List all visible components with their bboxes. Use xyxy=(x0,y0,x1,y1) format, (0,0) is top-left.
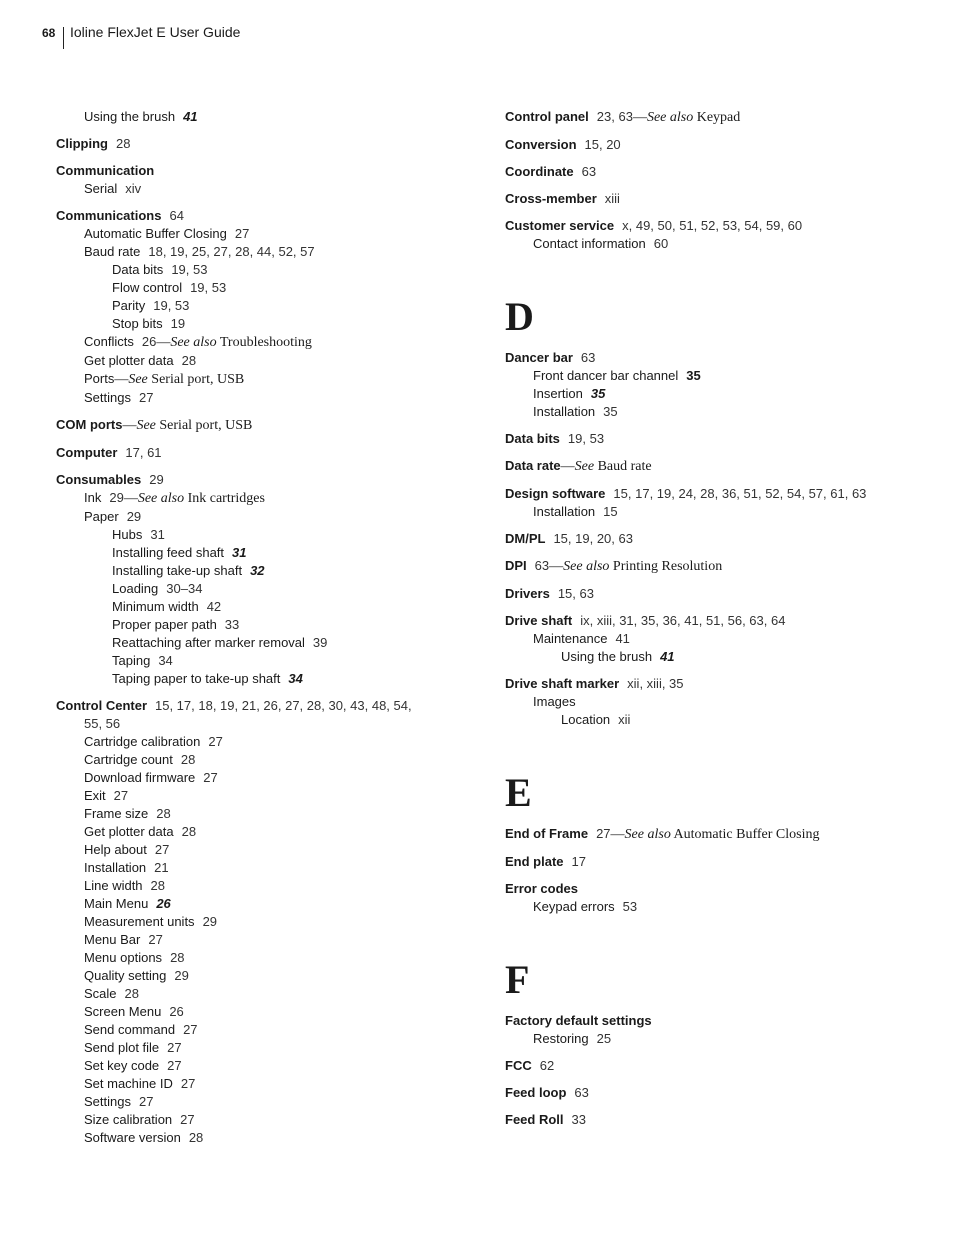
index-term: Set machine ID xyxy=(84,1076,173,1091)
index-subentry xyxy=(56,1075,436,1093)
index-entry xyxy=(505,485,925,503)
index-term: Coordinate xyxy=(505,164,574,179)
page-reference: 27 xyxy=(180,1076,196,1091)
index-term: Help about xyxy=(84,842,147,857)
index-entry xyxy=(56,471,436,489)
index-subentry xyxy=(56,1039,436,1057)
page-reference: 29 xyxy=(174,968,189,983)
index-entry xyxy=(56,444,436,462)
section-letter: E xyxy=(505,770,532,815)
page-reference: 62 xyxy=(539,1058,555,1073)
page-reference: 35 xyxy=(686,368,701,383)
page-reference: 29 xyxy=(202,914,218,929)
index-term: Line width xyxy=(84,878,143,893)
index-entry xyxy=(505,136,925,154)
page-reference: 28 xyxy=(156,806,171,821)
page-reference: 27 xyxy=(180,1112,195,1127)
index-term: Installation xyxy=(533,504,596,519)
index-entry xyxy=(505,825,925,844)
page-reference: 28 xyxy=(116,136,131,151)
index-term: Minimum width xyxy=(112,599,199,614)
index-entry xyxy=(505,675,925,693)
index-term: Flow control xyxy=(112,280,183,295)
index-term: Taping xyxy=(112,653,151,668)
index-subentry xyxy=(56,787,436,805)
index-subentry xyxy=(56,616,436,634)
index-subentry xyxy=(505,367,925,385)
index-term: Ports xyxy=(84,371,115,386)
index-subentry xyxy=(56,243,436,261)
index-term: DM/PL xyxy=(505,531,546,546)
page-reference: 32 xyxy=(250,563,265,578)
page-reference: 31 xyxy=(232,545,247,560)
index-subentry xyxy=(505,648,925,666)
see-target: Ink cartridges xyxy=(187,491,265,506)
index-term: Contact information xyxy=(533,236,646,251)
page-reference: x, 49, 50, 51, 52, 53, 54, 59, 60 xyxy=(622,218,803,233)
page-reference: 64 xyxy=(169,208,184,223)
index-subentry xyxy=(56,823,436,841)
page-reference: 19, 53 xyxy=(190,280,227,295)
index-subentry xyxy=(505,503,925,521)
page-reference: 21 xyxy=(154,860,169,875)
index-subentry xyxy=(56,225,436,243)
index-column-left xyxy=(56,108,436,1147)
see-label: See also xyxy=(137,491,185,506)
page-reference: 28 xyxy=(170,950,185,965)
page-reference: xiv xyxy=(125,181,142,196)
index-entry xyxy=(505,853,925,871)
index-term: Control panel xyxy=(505,109,589,124)
index-term: Send command xyxy=(84,1022,176,1037)
index-term: Conversion xyxy=(505,137,577,152)
index-subentry xyxy=(56,805,436,823)
index-subentry xyxy=(56,769,436,787)
index-term: Loading xyxy=(112,581,159,596)
page-reference: xiii xyxy=(604,191,620,206)
index-entry xyxy=(505,880,925,898)
index-term: Send plot file xyxy=(84,1040,160,1055)
page-reference: 30–34 xyxy=(166,581,203,596)
index-subentry xyxy=(56,715,436,733)
index-subentry xyxy=(56,634,436,652)
index-subentry xyxy=(56,859,436,877)
page-reference: 27 xyxy=(138,390,154,405)
index-subentry xyxy=(56,279,436,297)
index-term: Scale xyxy=(84,986,117,1001)
page-reference: 26 xyxy=(156,896,171,911)
page-reference: 63 xyxy=(534,558,550,573)
index-subentry xyxy=(56,895,436,913)
index-term: Restoring xyxy=(533,1031,589,1046)
page-reference: 34 xyxy=(158,653,173,668)
index-subentry xyxy=(56,1111,436,1129)
page-reference: xii, xiii, 35 xyxy=(627,676,684,691)
page-reference: 27 xyxy=(167,1058,182,1073)
page-reference: 63 xyxy=(574,1085,589,1100)
index-term: Installing feed shaft xyxy=(112,545,225,560)
see-reference: —See Serial port, USB xyxy=(114,372,245,387)
index-term: Cartridge calibration xyxy=(84,734,201,749)
see-reference: —See also Printing Resolution xyxy=(549,559,723,574)
see-reference: —See also Keypad xyxy=(632,110,741,125)
index-term: Screen Menu xyxy=(84,1004,162,1019)
index-entry xyxy=(56,697,436,715)
index-subentry xyxy=(56,370,436,389)
index-subentry xyxy=(505,403,925,421)
page-reference: 53 xyxy=(622,899,638,914)
index-entry xyxy=(505,430,925,448)
page-reference: 63 xyxy=(581,164,597,179)
see-target: Serial port, USB xyxy=(151,372,245,387)
index-subentry xyxy=(56,967,436,985)
page-reference: 63 xyxy=(580,350,596,365)
index-entry xyxy=(505,349,925,367)
index-subentry xyxy=(505,898,925,916)
index-term: Hubs xyxy=(112,527,143,542)
index-term: Reattaching after marker removal xyxy=(112,635,305,650)
index-term: Baud rate xyxy=(84,244,141,259)
page-reference: 27 xyxy=(596,826,611,841)
index-subentry xyxy=(505,235,925,253)
index-term: Ink xyxy=(84,490,102,505)
page-reference: 39 xyxy=(312,635,328,650)
index-entry xyxy=(505,457,925,476)
index-subentry xyxy=(56,733,436,751)
page-reference: 35 xyxy=(603,404,618,419)
index-term: Communications xyxy=(56,208,162,223)
index-term: Insertion xyxy=(533,386,583,401)
page-number: 68 xyxy=(42,26,56,40)
index-entry xyxy=(505,217,925,235)
index-subentry xyxy=(56,315,436,333)
index-subentry xyxy=(56,598,436,616)
index-term: Proper paper path xyxy=(112,617,217,632)
index-term: Data bits xyxy=(505,431,560,446)
index-term: Automatic Buffer Closing xyxy=(84,226,227,241)
see-label: See also xyxy=(563,559,610,574)
page-reference: 28 xyxy=(150,878,166,893)
page-reference: 27 xyxy=(113,788,129,803)
page-reference: 19, 53 xyxy=(153,298,190,313)
page-reference: 18, 19, 25, 27, 28, 44, 52, 57 xyxy=(148,244,315,259)
see-reference: —See Serial port, USB xyxy=(122,418,253,433)
page-reference: 33 xyxy=(571,1112,586,1127)
index-term: Cross-member xyxy=(505,191,597,206)
index-subentry xyxy=(56,931,436,949)
index-entry xyxy=(56,416,436,435)
page-reference: 17, 61 xyxy=(125,445,162,460)
page-reference: 28 xyxy=(181,824,197,839)
index-subentry xyxy=(56,389,436,407)
index-term: Location xyxy=(561,712,611,727)
page-reference: 17 xyxy=(571,854,586,869)
index-term: Installation xyxy=(533,404,596,419)
section-letter: F xyxy=(505,957,530,1002)
index-term: Quality setting xyxy=(84,968,167,983)
index-term: Feed loop xyxy=(505,1085,567,1100)
page-reference: 35 xyxy=(590,386,606,401)
index-subentry xyxy=(56,261,436,279)
index-subentry xyxy=(56,508,436,526)
page-reference: 19, 53 xyxy=(171,262,208,277)
index-term: Frame size xyxy=(84,806,149,821)
page-reference: 27 xyxy=(148,932,163,947)
index-term: Dancer bar xyxy=(505,350,573,365)
see-label: See xyxy=(136,418,156,433)
index-term: Drive shaft marker xyxy=(505,676,620,691)
index-entry xyxy=(505,190,925,208)
index-term: Get plotter data xyxy=(84,353,174,368)
page-reference: 27 xyxy=(234,226,250,241)
index-term: Set key code xyxy=(84,1058,160,1073)
index-term: Images xyxy=(533,694,576,709)
index-term: Download firmware xyxy=(84,770,196,785)
page-reference: 27 xyxy=(154,842,170,857)
page-reference: 41 xyxy=(183,109,198,124)
page-reference: 60 xyxy=(653,236,669,251)
index-entry xyxy=(505,108,925,127)
index-entry xyxy=(505,1111,925,1129)
index-subentry xyxy=(56,751,436,769)
index-entry xyxy=(56,207,436,225)
index-term: End of Frame xyxy=(505,826,589,841)
index-term: Feed Roll xyxy=(505,1112,564,1127)
page-reference: 31 xyxy=(150,527,165,542)
index-subentry xyxy=(56,1003,436,1021)
index-term: Menu Bar xyxy=(84,932,141,947)
page-reference: 15 xyxy=(603,504,618,519)
page-reference: ix, xiii, 31, 35, 36, 41, 51, 56, 63, 64 xyxy=(580,613,786,628)
see-reference: —See also Automatic Buffer Closing xyxy=(610,827,820,842)
see-label: See xyxy=(128,372,148,387)
see-label: See also xyxy=(624,827,671,842)
page-reference: 42 xyxy=(206,599,222,614)
index-term: Exit xyxy=(84,788,106,803)
index-entry xyxy=(505,530,925,548)
page-reference: 27 xyxy=(208,734,223,749)
page-reference: 26 xyxy=(169,1004,184,1019)
page-reference: 15, 19, 20, 63 xyxy=(553,531,633,546)
see-target: Serial port, USB xyxy=(159,418,253,433)
page-reference: 27 xyxy=(183,1022,198,1037)
index-entry xyxy=(56,135,436,153)
index-subentry xyxy=(56,352,436,370)
index-term: Main Menu xyxy=(84,896,149,911)
index-term: Drive shaft xyxy=(505,613,573,628)
page-reference: 41 xyxy=(615,631,630,646)
page-reference: 27 xyxy=(138,1094,154,1109)
index-entry xyxy=(505,557,925,576)
page-reference: 28 xyxy=(181,353,197,368)
see-reference: —See also Ink cartridges xyxy=(123,491,265,506)
index-entry xyxy=(505,1084,925,1102)
see-target: Automatic Buffer Closing xyxy=(673,827,820,842)
index-term: Cartridge count xyxy=(84,752,173,767)
index-term: Maintenance xyxy=(533,631,608,646)
index-term: Stop bits xyxy=(112,316,163,331)
index-term: Menu options xyxy=(84,950,163,965)
index-subentry xyxy=(56,180,436,198)
index-term: Conflicts xyxy=(84,334,134,349)
page-reference: 41 xyxy=(660,649,675,664)
index-term: Measurement units xyxy=(84,914,195,929)
index-term: Data bits xyxy=(112,262,164,277)
index-term: Installation xyxy=(84,860,147,875)
index-subentry xyxy=(56,949,436,967)
see-label: See xyxy=(574,459,595,474)
page-reference: 29 xyxy=(109,490,124,505)
see-reference: —See Baud rate xyxy=(560,459,652,474)
page-reference: 19, 53 xyxy=(567,431,605,446)
index-term: Installing take-up shaft xyxy=(112,563,243,578)
page-reference: 26 xyxy=(141,334,157,349)
index-term: FCC xyxy=(505,1058,532,1073)
page-reference: 19 xyxy=(170,316,186,331)
page-reference: 33 xyxy=(224,617,240,632)
index-term: Control Center xyxy=(56,698,147,713)
index-term: Factory default settings xyxy=(505,1013,652,1028)
index-subentry xyxy=(56,562,436,580)
index-subentry xyxy=(56,1129,436,1147)
index-subentry xyxy=(56,877,436,895)
index-term: Computer xyxy=(56,445,118,460)
index-subentry xyxy=(56,297,436,315)
index-subentry xyxy=(56,108,436,126)
page-reference: 15, 20 xyxy=(584,137,621,152)
index-term: Keypad errors xyxy=(533,899,615,914)
index-subentry xyxy=(56,670,436,688)
index-subentry xyxy=(505,711,925,729)
index-term: Settings xyxy=(84,1094,131,1109)
page-reference: 25 xyxy=(596,1031,612,1046)
index-subentry xyxy=(56,1093,436,1111)
index-term: Clipping xyxy=(56,136,108,151)
see-target: Baud rate xyxy=(597,459,652,474)
document-title: Ioline FlexJet E User Guide xyxy=(70,24,241,40)
index-term: Using the brush xyxy=(84,109,176,124)
index-term: Drivers xyxy=(505,586,550,601)
index-term: Design software xyxy=(505,486,606,501)
index-entry xyxy=(505,585,925,603)
page-reference: 29 xyxy=(149,472,164,487)
index-subentry xyxy=(56,580,436,598)
section-letter: D xyxy=(505,294,534,339)
index-subentry xyxy=(505,693,925,711)
page-reference: 23, 63 xyxy=(596,109,633,124)
index-subentry xyxy=(56,1057,436,1075)
index-term: Get plotter data xyxy=(84,824,174,839)
index-subentry xyxy=(56,1021,436,1039)
index-subentry xyxy=(505,630,925,648)
index-term: Paper xyxy=(84,509,119,524)
index-term: Taping paper to take-up shaft xyxy=(112,671,281,686)
index-term: Size calibration xyxy=(84,1112,173,1127)
index-term: Front dancer bar channel xyxy=(533,368,679,383)
page-reference: 15, 17, 18, 19, 21, 26, 27, 28, 30, 43, 48, 54, xyxy=(155,698,412,713)
page-reference: 34 xyxy=(288,671,303,686)
index-subentry xyxy=(56,841,436,859)
header-divider xyxy=(63,27,64,49)
see-target: Keypad xyxy=(696,110,741,125)
index-subentry xyxy=(56,489,436,508)
index-term: Data rate xyxy=(505,458,561,473)
see-label: See also xyxy=(646,110,694,125)
index-term: Serial xyxy=(84,181,118,196)
page-reference: 28 xyxy=(180,752,196,767)
index-term: Consumables xyxy=(56,472,142,487)
index-term: Communication xyxy=(56,163,155,178)
see-label: See also xyxy=(170,335,217,350)
index-subentry xyxy=(56,985,436,1003)
page-reference: 29 xyxy=(126,509,142,524)
page-reference: 15, 17, 19, 24, 28, 36, 51, 52, 54, 57, 61, 63 xyxy=(613,486,867,501)
index-subentry xyxy=(56,526,436,544)
index-term: Settings xyxy=(84,390,131,405)
index-subentry xyxy=(56,913,436,931)
index-term: Using the brush xyxy=(561,649,653,664)
index-term: Customer service xyxy=(505,218,615,233)
index-column-right xyxy=(505,108,925,1129)
see-target: Troubleshooting xyxy=(219,335,312,350)
page-reference: 27 xyxy=(203,770,218,785)
page-reference: 28 xyxy=(124,986,139,1001)
page-reference: 27 xyxy=(167,1040,182,1055)
index-entry xyxy=(505,1012,925,1030)
page-reference: 55, 56 xyxy=(84,716,121,731)
see-target: Printing Resolution xyxy=(612,559,723,574)
index-subentry xyxy=(56,333,436,352)
index-term: Software version xyxy=(84,1130,181,1145)
page-reference: 28 xyxy=(188,1130,204,1145)
index-term: Parity xyxy=(112,298,146,313)
index-subentry xyxy=(56,544,436,562)
index-term: DPI xyxy=(505,558,527,573)
see-reference: —See also Troubleshooting xyxy=(156,335,312,350)
index-term: End plate xyxy=(505,854,564,869)
page-reference: 15, 63 xyxy=(557,586,594,601)
index-entry xyxy=(56,162,436,180)
index-subentry xyxy=(505,1030,925,1048)
index-term: COM ports xyxy=(56,417,123,432)
index-entry xyxy=(505,163,925,181)
index-entry xyxy=(505,612,925,630)
index-term: Error codes xyxy=(505,881,578,896)
index-subentry xyxy=(505,385,925,403)
index-entry xyxy=(505,1057,925,1075)
index-subentry xyxy=(56,652,436,670)
page-reference: xii xyxy=(618,712,631,727)
